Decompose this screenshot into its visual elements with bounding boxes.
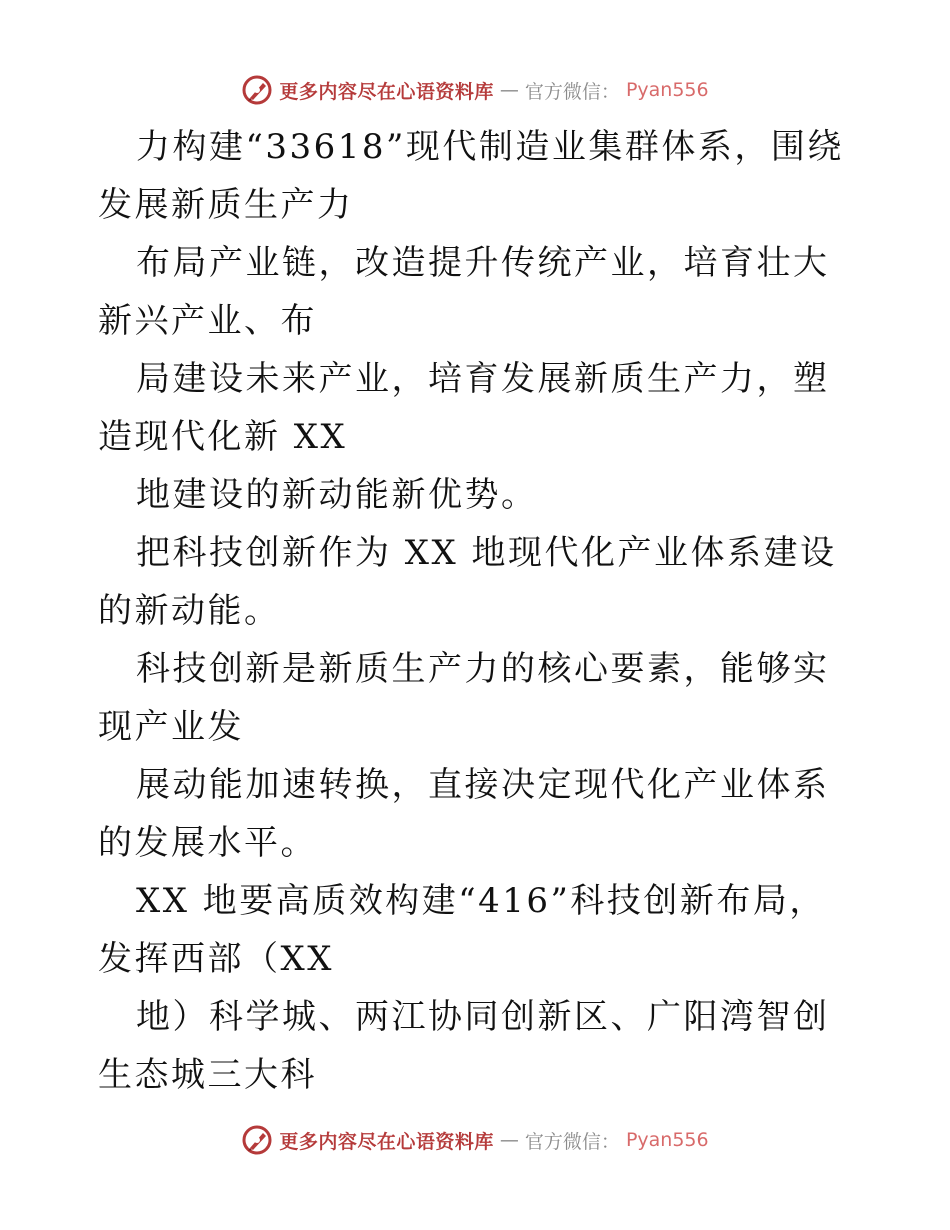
watermark-wechat-id: Pyan556 [625, 79, 709, 101]
paragraph-8: XX 地要高质效构建“416”科技创新布局，发挥西部（XX [98, 881, 826, 979]
footer-watermark [0, 1120, 950, 1160]
header-watermark [0, 70, 950, 110]
watermark-separator: — [499, 79, 519, 101]
watermark-wechat-id: Pyan556 [625, 1129, 709, 1151]
paragraph-4: 地建设的新动能新优势。 [136, 475, 538, 515]
watermark-separator: — [499, 1129, 519, 1151]
quill-pen-logo-icon [241, 1124, 273, 1156]
paragraph-5: 把科技创新作为 XX 地现代化产业体系建设的新动能。 [98, 533, 837, 631]
paragraph-2: 布局产业链，改造提升传统产业，培育壮大新兴产业、布 [98, 243, 830, 341]
watermark-official-label: 官方微信： [524, 1130, 620, 1153]
quill-pen-logo-icon [241, 74, 273, 106]
document-body [98, 118, 858, 1104]
paragraph-1: 力构建“33618”现代制造业集群体系，围绕发展新质生产力 [98, 127, 844, 225]
paragraph-9: 地）科学城、两江协同创新区、广阳湾智创生态城三大科 [98, 997, 830, 1095]
paragraph-3: 局建设未来产业，培育发展新质生产力，塑造现代化新 XX [98, 359, 830, 457]
paragraph-7: 展动能加速转换，直接决定现代化产业体系的发展水平。 [98, 765, 830, 863]
watermark-official-label: 官方微信： [524, 80, 620, 103]
watermark-brand-text: 更多内容尽在心语资料库 [279, 1130, 494, 1153]
watermark-brand-text: 更多内容尽在心语资料库 [279, 80, 494, 103]
paragraph-6: 科技创新是新质生产力的核心要素，能够实现产业发 [98, 649, 830, 747]
